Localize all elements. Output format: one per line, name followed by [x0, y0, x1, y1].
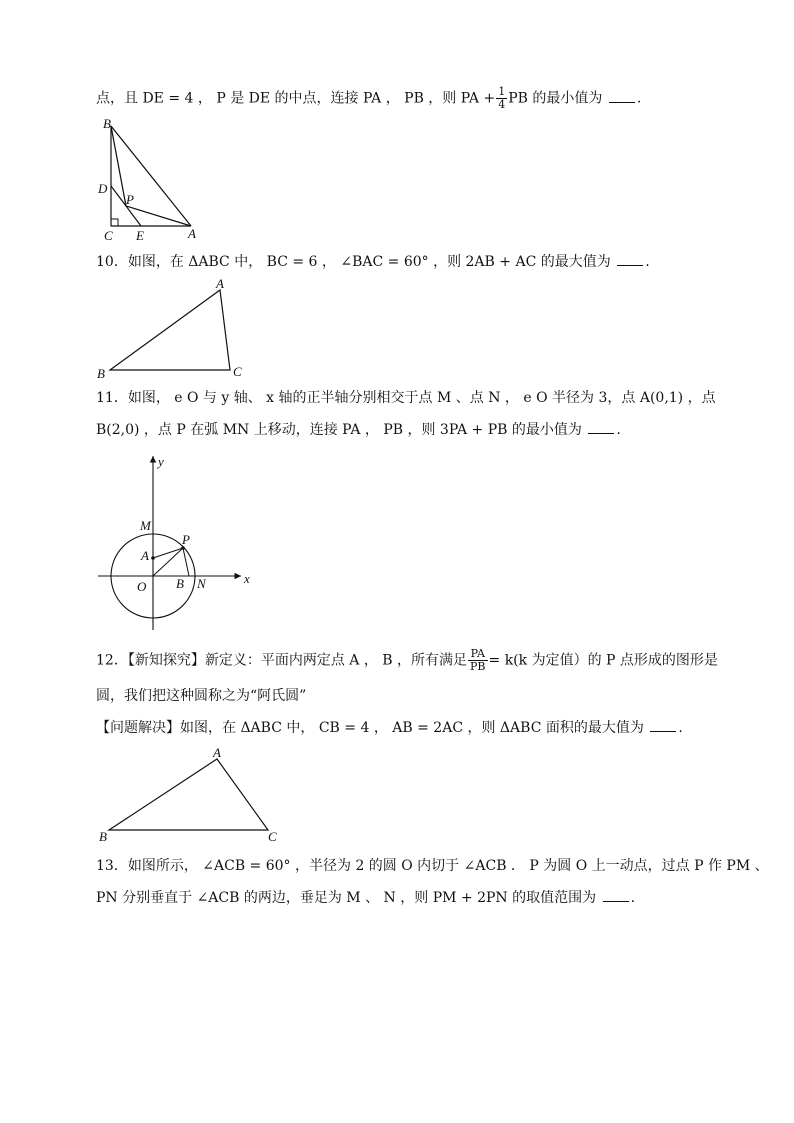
fig3-point-a — [151, 556, 155, 560]
fig1-side-ab — [111, 126, 191, 226]
q9-frac-den: 4 — [498, 98, 506, 111]
q13-text-line2: PN 分别垂直于 ∠ACB 的两边，垂足为 M 、 N ，则 PM + 2PN 的取值范围为 — [96, 890, 597, 906]
fig1-segment-pa — [126, 206, 191, 226]
fig2-triangle — [110, 290, 230, 370]
q13-answer-blank[interactable] — [603, 889, 629, 902]
q10-line — [96, 252, 650, 272]
fig1-right-angle-mark — [111, 219, 118, 226]
q9-fraction — [496, 86, 507, 111]
q12-line3 — [96, 718, 683, 738]
fig3-label-a: A — [141, 548, 149, 563]
fig4-label-c: C — [268, 829, 277, 844]
q9-end: . — [636, 90, 642, 107]
q9-frac-num: 1 — [498, 85, 506, 98]
fig4-triangle — [109, 759, 268, 830]
q12-text-line1b: = k(k 为定值）的 P 点形成的图形是 — [488, 652, 718, 669]
fig3-label-n: N — [197, 576, 206, 591]
fig4-label-a: A — [213, 748, 221, 760]
fig3-label-b: B — [176, 576, 184, 591]
q10-answer-blank[interactable] — [617, 253, 643, 266]
figure-q10-triangle — [96, 276, 256, 382]
fig2-label-b: B — [97, 366, 105, 381]
fig1-label-b: B — [103, 116, 111, 131]
fig1-label-d: D — [98, 181, 108, 196]
q12-frac-den: PB — [470, 660, 486, 673]
q11-line1 — [96, 388, 716, 408]
fig3-segment-po — [153, 548, 183, 576]
fig1-label-p: P — [126, 192, 134, 207]
q12-frac-num: PA — [468, 648, 488, 661]
fig1-label-c: C — [104, 228, 113, 243]
q9-line — [96, 86, 641, 111]
q13-line1 — [96, 856, 769, 876]
figure-q12-triangle — [96, 748, 286, 846]
q9-text-a: 点，且 DE = 4 ， P 是 DE 的中点，连接 PA ， PB ，则 PA + — [96, 90, 496, 107]
fig3-segment-pa — [153, 548, 183, 558]
q11-text-line2: B(2,0) ，点 P 在弧 MN 上移动，连接 PA ， PB ，则 3PA + PB 的最小值为 — [96, 422, 582, 438]
q10-text: 10．如图，在 ΔABC 中， BC = 6 ， ∠BAC = 60° ，则 2AB + AC 的最大值为 — [96, 254, 611, 270]
fig3-label-y: y — [158, 454, 164, 469]
q11-line2 — [96, 420, 621, 440]
fig2-label-a: A — [216, 276, 224, 291]
q9-text-b: PB 的最小值为 — [508, 90, 603, 107]
q10-end: . — [645, 254, 650, 270]
q12-text-line1a: 12．【新知探究】新定义：平面内两定点 A ， B ，所有满足 — [96, 652, 468, 669]
q12-text-line2: 圆，我们把这种圆称之为“阿氏圆” — [96, 688, 307, 704]
fig1-label-e: E — [136, 228, 144, 243]
q12-end: . — [678, 720, 683, 736]
figure-q11-circle-axes — [96, 450, 256, 632]
fig3-label-m: M — [140, 518, 151, 533]
fig4-label-b: B — [99, 829, 107, 844]
q12-answer-blank[interactable] — [650, 719, 676, 732]
q13-end: . — [630, 890, 636, 906]
q11-text-line1: 11．如图， e O 与 y 轴、 x 轴的正半轴分别相交于点 M 、点 N ， e O 半径为 3，点 A(0,1) ，点 — [96, 390, 716, 406]
fig3-label-p: P — [182, 532, 190, 547]
q12-line2 — [96, 686, 306, 706]
q11-answer-blank[interactable] — [588, 421, 614, 434]
figure-q9-triangle — [96, 114, 206, 244]
q12-fraction — [468, 648, 488, 673]
q12-text-line3: 【问题解决】如图，在 ΔABC 中， CB = 4 ， AB = 2AC ，则 ΔABC 面积的最大值为 — [96, 720, 644, 736]
fig1-segment-pb — [111, 126, 126, 206]
q12-line1 — [96, 648, 718, 673]
fig3-label-x: x — [244, 571, 250, 586]
fig2-label-c: C — [233, 364, 242, 379]
fig3-label-o: O — [137, 579, 147, 594]
q13-text-line1: 13．如图所示， ∠ACB = 60° ，半径为 2 的圆 O 内切于 ∠ACB ． P 为圆 O 上一动点，过点 P 作 PM 、 — [96, 858, 769, 874]
q11-end: . — [616, 422, 621, 438]
fig1-label-a: A — [188, 226, 196, 241]
q9-answer-blank[interactable] — [609, 90, 635, 103]
q13-line2 — [96, 888, 635, 908]
